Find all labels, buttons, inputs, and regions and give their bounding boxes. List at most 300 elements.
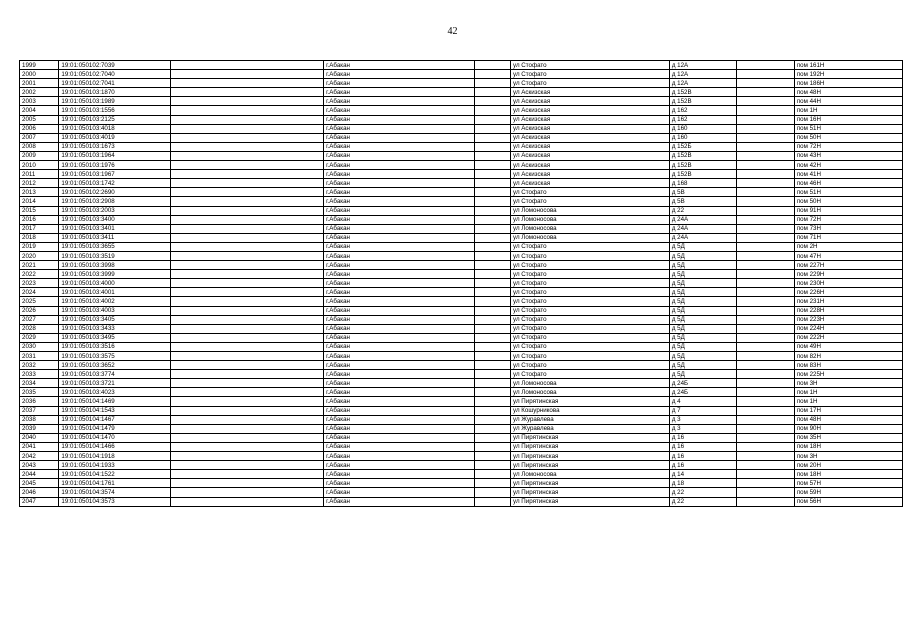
empty-cell: [170, 279, 323, 288]
table-row: [20, 224, 903, 233]
street-cell: ул Журавлева: [511, 415, 670, 424]
empty-cell: [170, 370, 323, 379]
empty-cell: [474, 315, 510, 324]
empty-cell: [474, 424, 510, 433]
cadastral-number-cell: 19:01:050103:1967: [59, 170, 171, 179]
premises-cell: пом 46Н: [794, 179, 902, 188]
row-number-cell: 2005: [20, 115, 59, 124]
empty-cell: [737, 479, 794, 488]
empty-cell: [474, 370, 510, 379]
empty-cell: [474, 488, 510, 497]
row-number-cell: 2006: [20, 124, 59, 133]
house-cell: д 5Д: [669, 251, 737, 260]
house-cell: д 5Д: [669, 324, 737, 333]
empty-cell: [474, 333, 510, 342]
cadastral-number-cell: 19:01:050104:1466: [59, 442, 171, 451]
cadastral-number-cell: 19:01:050103:3655: [59, 242, 171, 251]
house-cell: д 12А: [669, 61, 737, 70]
empty-cell: [474, 442, 510, 451]
table-row: [20, 488, 903, 497]
premises-cell: пом 229Н: [794, 270, 902, 279]
cadastral-number-cell: 19:01:050103:3495: [59, 333, 171, 342]
row-number-cell: 2003: [20, 97, 59, 106]
row-number-cell: 2041: [20, 442, 59, 451]
city-cell: г.Абакан: [324, 442, 475, 451]
table-row: [20, 233, 903, 242]
empty-cell: [737, 124, 794, 133]
cadastral-number-cell: 19:01:050104:1761: [59, 479, 171, 488]
city-cell: г.Абакан: [324, 97, 475, 106]
table-row: [20, 361, 903, 370]
street-cell: ул Стофато: [511, 61, 670, 70]
empty-cell: [170, 224, 323, 233]
street-cell: ул Аскизская: [511, 133, 670, 142]
empty-cell: [474, 452, 510, 461]
empty-cell: [474, 461, 510, 470]
row-number-cell: 2027: [20, 315, 59, 324]
cadastral-number-cell: 19:01:050103:1870: [59, 88, 171, 97]
row-number-cell: 2032: [20, 361, 59, 370]
empty-cell: [170, 424, 323, 433]
empty-cell: [170, 151, 323, 160]
empty-cell: [474, 306, 510, 315]
city-cell: г.Абакан: [324, 188, 475, 197]
empty-cell: [170, 352, 323, 361]
street-cell: ул Стофато: [511, 270, 670, 279]
row-number-cell: 2047: [20, 497, 59, 506]
house-cell: д 5Д: [669, 315, 737, 324]
premises-cell: пом 50Н: [794, 133, 902, 142]
house-cell: д 5Д: [669, 352, 737, 361]
empty-cell: [737, 88, 794, 97]
row-number-cell: 2000: [20, 70, 59, 79]
empty-cell: [474, 70, 510, 79]
cadastral-number-cell: 19:01:050103:2908: [59, 197, 171, 206]
row-number-cell: 2022: [20, 270, 59, 279]
premises-cell: пом 18Н: [794, 442, 902, 451]
row-number-cell: 2028: [20, 324, 59, 333]
row-number-cell: 2013: [20, 188, 59, 197]
empty-cell: [474, 288, 510, 297]
city-cell: г.Абакан: [324, 224, 475, 233]
empty-cell: [170, 397, 323, 406]
empty-cell: [170, 406, 323, 415]
city-cell: г.Абакан: [324, 179, 475, 188]
city-cell: г.Абакан: [324, 197, 475, 206]
row-number-cell: 2021: [20, 261, 59, 270]
city-cell: г.Абакан: [324, 315, 475, 324]
street-cell: ул Стофато: [511, 288, 670, 297]
empty-cell: [737, 497, 794, 506]
cadastral-number-cell: 19:01:050103:2003: [59, 206, 171, 215]
empty-cell: [474, 79, 510, 88]
empty-cell: [474, 406, 510, 415]
street-cell: ул Пирятинская: [511, 442, 670, 451]
table-row: [20, 133, 903, 142]
premises-cell: пом 42Н: [794, 161, 902, 170]
city-cell: г.Абакан: [324, 251, 475, 260]
table-row: [20, 124, 903, 133]
street-cell: ул Аскизская: [511, 142, 670, 151]
table-row: [20, 424, 903, 433]
premises-cell: пом 225Н: [794, 370, 902, 379]
house-cell: д 7: [669, 406, 737, 415]
cadastral-number-cell: 19:01:050103:3401: [59, 224, 171, 233]
empty-cell: [170, 197, 323, 206]
empty-cell: [170, 470, 323, 479]
empty-cell: [737, 406, 794, 415]
row-number-cell: 2034: [20, 379, 59, 388]
street-cell: ул Ломоносова: [511, 215, 670, 224]
street-cell: ул Аскизская: [511, 88, 670, 97]
street-cell: ул Стофато: [511, 188, 670, 197]
row-number-cell: 2007: [20, 133, 59, 142]
premises-cell: пом 41Н: [794, 170, 902, 179]
empty-cell: [474, 297, 510, 306]
empty-cell: [170, 179, 323, 188]
empty-cell: [737, 142, 794, 151]
premises-cell: пом 16Н: [794, 115, 902, 124]
empty-cell: [737, 488, 794, 497]
empty-cell: [170, 133, 323, 142]
city-cell: г.Абакан: [324, 433, 475, 442]
empty-cell: [737, 315, 794, 324]
cadastral-number-cell: 19:01:050103:1976: [59, 161, 171, 170]
row-number-cell: 2045: [20, 479, 59, 488]
house-cell: д 162: [669, 115, 737, 124]
city-cell: г.Абакан: [324, 424, 475, 433]
house-cell: д 22: [669, 206, 737, 215]
table-row: [20, 397, 903, 406]
cadastral-number-cell: 19:01:050103:1742: [59, 179, 171, 188]
house-cell: д 160: [669, 124, 737, 133]
premises-cell: пом 192Н: [794, 70, 902, 79]
cadastral-number-cell: 19:01:050104:3574: [59, 488, 171, 497]
house-cell: д 5Д: [669, 361, 737, 370]
empty-cell: [170, 379, 323, 388]
table-row: [20, 270, 903, 279]
table-row: [20, 324, 903, 333]
premises-cell: пом 50Н: [794, 197, 902, 206]
table-row: [20, 379, 903, 388]
empty-cell: [170, 361, 323, 370]
empty-cell: [737, 261, 794, 270]
city-cell: г.Абакан: [324, 133, 475, 142]
cadastral-number-cell: 19:01:050104:3573: [59, 497, 171, 506]
premises-cell: пом 35Н: [794, 433, 902, 442]
street-cell: ул Стофато: [511, 242, 670, 251]
row-number-cell: 2046: [20, 488, 59, 497]
city-cell: г.Абакан: [324, 379, 475, 388]
row-number-cell: 2036: [20, 397, 59, 406]
premises-cell: пом 73Н: [794, 224, 902, 233]
street-cell: ул Пирятинская: [511, 479, 670, 488]
house-cell: д 24А: [669, 233, 737, 242]
empty-cell: [737, 251, 794, 260]
row-number-cell: 2023: [20, 279, 59, 288]
city-cell: г.Абакан: [324, 88, 475, 97]
premises-cell: пом 44Н: [794, 97, 902, 106]
empty-cell: [170, 88, 323, 97]
empty-cell: [737, 433, 794, 442]
row-number-cell: 2042: [20, 452, 59, 461]
table-row: [20, 306, 903, 315]
empty-cell: [474, 361, 510, 370]
house-cell: д 5Д: [669, 261, 737, 270]
cadastral-number-cell: 19:01:050103:4000: [59, 279, 171, 288]
house-cell: д 152В: [669, 151, 737, 160]
house-cell: д 18: [669, 479, 737, 488]
row-number-cell: 2029: [20, 333, 59, 342]
street-cell: ул Стофато: [511, 352, 670, 361]
premises-cell: пом 90Н: [794, 424, 902, 433]
house-cell: д 5Д: [669, 242, 737, 251]
empty-cell: [170, 79, 323, 88]
premises-cell: пом 231Н: [794, 297, 902, 306]
empty-cell: [737, 151, 794, 160]
row-number-cell: 2038: [20, 415, 59, 424]
premises-cell: пом 17Н: [794, 406, 902, 415]
city-cell: г.Абакан: [324, 415, 475, 424]
cadastral-number-cell: 19:01:050103:4018: [59, 124, 171, 133]
street-cell: ул Стофато: [511, 79, 670, 88]
empty-cell: [170, 315, 323, 324]
city-cell: г.Абакан: [324, 70, 475, 79]
empty-cell: [737, 61, 794, 70]
empty-cell: [474, 233, 510, 242]
table-row: [20, 279, 903, 288]
empty-cell: [737, 461, 794, 470]
city-cell: г.Абакан: [324, 61, 475, 70]
cadastral-number-cell: 19:01:050104:1479: [59, 424, 171, 433]
table-row: [20, 251, 903, 260]
table-row: [20, 433, 903, 442]
table-row: [20, 188, 903, 197]
house-cell: д 24Б: [669, 388, 737, 397]
empty-cell: [737, 106, 794, 115]
cadastral-number-cell: 19:01:050104:1469: [59, 397, 171, 406]
empty-cell: [170, 288, 323, 297]
empty-cell: [170, 251, 323, 260]
city-cell: г.Абакан: [324, 106, 475, 115]
empty-cell: [170, 452, 323, 461]
house-cell: д 3: [669, 415, 737, 424]
city-cell: г.Абакан: [324, 161, 475, 170]
row-number-cell: 2026: [20, 306, 59, 315]
house-cell: д 5Д: [669, 288, 737, 297]
street-cell: ул Аскизская: [511, 124, 670, 133]
premises-cell: пом 186Н: [794, 79, 902, 88]
empty-cell: [474, 161, 510, 170]
street-cell: ул Стофато: [511, 333, 670, 342]
city-cell: г.Абакан: [324, 233, 475, 242]
empty-cell: [737, 379, 794, 388]
row-number-cell: 2024: [20, 288, 59, 297]
empty-cell: [170, 388, 323, 397]
cadastral-number-cell: 19:01:050104:1543: [59, 406, 171, 415]
table-row: [20, 297, 903, 306]
empty-cell: [737, 288, 794, 297]
street-cell: ул Ломоносова: [511, 233, 670, 242]
registry-table: [19, 60, 903, 507]
table-row: [20, 497, 903, 506]
row-number-cell: 2043: [20, 461, 59, 470]
city-cell: г.Абакан: [324, 479, 475, 488]
cadastral-number-cell: 19:01:050103:3433: [59, 324, 171, 333]
street-cell: ул Стофато: [511, 261, 670, 270]
house-cell: д 24А: [669, 215, 737, 224]
cadastral-number-cell: 19:01:050103:3411: [59, 233, 171, 242]
empty-cell: [170, 124, 323, 133]
empty-cell: [170, 161, 323, 170]
house-cell: д 5Д: [669, 333, 737, 342]
row-number-cell: 2018: [20, 233, 59, 242]
city-cell: г.Абакан: [324, 406, 475, 415]
page-number: 42: [447, 26, 458, 37]
street-cell: ул Ломоносова: [511, 388, 670, 397]
cadastral-number-cell: 19:01:050103:1989: [59, 97, 171, 106]
premises-cell: пом 57Н: [794, 479, 902, 488]
city-cell: г.Абакан: [324, 361, 475, 370]
empty-cell: [474, 197, 510, 206]
empty-cell: [474, 397, 510, 406]
street-cell: ул Стофато: [511, 197, 670, 206]
house-cell: д 16: [669, 442, 737, 451]
empty-cell: [474, 379, 510, 388]
empty-cell: [170, 479, 323, 488]
row-number-cell: 1999: [20, 61, 59, 70]
premises-cell: пом 43Н: [794, 151, 902, 160]
row-number-cell: 2033: [20, 370, 59, 379]
city-cell: г.Абакан: [324, 206, 475, 215]
empty-cell: [474, 215, 510, 224]
empty-cell: [170, 461, 323, 470]
premises-cell: пом 49Н: [794, 342, 902, 351]
house-cell: д 5В: [669, 188, 737, 197]
house-cell: д 152Б: [669, 142, 737, 151]
table-row: [20, 342, 903, 351]
row-number-cell: 2009: [20, 151, 59, 160]
street-cell: ул Пирятинская: [511, 461, 670, 470]
premises-cell: пом 51Н: [794, 188, 902, 197]
city-cell: г.Абакан: [324, 115, 475, 124]
premises-cell: пом 1Н: [794, 397, 902, 406]
street-cell: ул Стофато: [511, 279, 670, 288]
cadastral-number-cell: 19:01:050103:4019: [59, 133, 171, 142]
house-cell: д 4: [669, 397, 737, 406]
table-row: [20, 197, 903, 206]
house-cell: д 14: [669, 470, 737, 479]
cadastral-number-cell: 19:01:050104:1467: [59, 415, 171, 424]
empty-cell: [474, 133, 510, 142]
empty-cell: [170, 433, 323, 442]
house-cell: д 152В: [669, 97, 737, 106]
city-cell: г.Абакан: [324, 388, 475, 397]
empty-cell: [474, 342, 510, 351]
house-cell: д 16: [669, 461, 737, 470]
table-row: [20, 215, 903, 224]
premises-cell: пом 48Н: [794, 415, 902, 424]
table-row: [20, 206, 903, 215]
table-row: [20, 333, 903, 342]
premises-cell: пом 161Н: [794, 61, 902, 70]
cadastral-number-cell: 19:01:050103:3998: [59, 261, 171, 270]
premises-cell: пом 223Н: [794, 315, 902, 324]
cadastral-number-cell: 19:01:050103:3400: [59, 215, 171, 224]
cadastral-number-cell: 19:01:050103:4023: [59, 388, 171, 397]
city-cell: г.Абакан: [324, 352, 475, 361]
street-cell: ул Стофато: [511, 324, 670, 333]
city-cell: г.Абакан: [324, 142, 475, 151]
premises-cell: пом 227Н: [794, 261, 902, 270]
empty-cell: [474, 179, 510, 188]
row-number-cell: 2031: [20, 352, 59, 361]
cadastral-number-cell: 19:01:050103:4002: [59, 297, 171, 306]
street-cell: ул Пирятинская: [511, 497, 670, 506]
cadastral-number-cell: 19:01:050102:7040: [59, 70, 171, 79]
cadastral-number-cell: 19:01:050103:1964: [59, 151, 171, 160]
row-number-cell: 2037: [20, 406, 59, 415]
empty-cell: [170, 233, 323, 242]
cadastral-number-cell: 19:01:050104:1918: [59, 452, 171, 461]
row-number-cell: 2016: [20, 215, 59, 224]
city-cell: г.Абакан: [324, 342, 475, 351]
empty-cell: [737, 79, 794, 88]
empty-cell: [474, 242, 510, 251]
city-cell: г.Абакан: [324, 461, 475, 470]
cadastral-number-cell: 19:01:050104:1522: [59, 470, 171, 479]
street-cell: ул Пирятинская: [511, 433, 670, 442]
house-cell: д 5Д: [669, 279, 737, 288]
row-number-cell: 2039: [20, 424, 59, 433]
row-number-cell: 2011: [20, 170, 59, 179]
row-number-cell: 2008: [20, 142, 59, 151]
street-cell: ул Аскизская: [511, 161, 670, 170]
city-cell: г.Абакан: [324, 333, 475, 342]
street-cell: ул Журавлева: [511, 424, 670, 433]
empty-cell: [474, 497, 510, 506]
cadastral-number-cell: 19:01:050102:2690: [59, 188, 171, 197]
empty-cell: [737, 370, 794, 379]
premises-cell: пом 71Н: [794, 233, 902, 242]
empty-cell: [170, 142, 323, 151]
premises-cell: пом 1Н: [794, 388, 902, 397]
city-cell: г.Абакан: [324, 306, 475, 315]
cadastral-number-cell: 19:01:050103:3575: [59, 352, 171, 361]
premises-cell: пом 91Н: [794, 206, 902, 215]
row-number-cell: 2044: [20, 470, 59, 479]
premises-cell: пом 51Н: [794, 124, 902, 133]
empty-cell: [170, 106, 323, 115]
row-number-cell: 2002: [20, 88, 59, 97]
empty-cell: [170, 97, 323, 106]
premises-cell: пом 228Н: [794, 306, 902, 315]
registry-table-body: [20, 61, 903, 507]
empty-cell: [170, 306, 323, 315]
table-row: [20, 88, 903, 97]
empty-cell: [737, 333, 794, 342]
street-cell: ул Стофато: [511, 297, 670, 306]
empty-cell: [737, 297, 794, 306]
table-row: [20, 115, 903, 124]
empty-cell: [474, 170, 510, 179]
empty-cell: [170, 188, 323, 197]
empty-cell: [474, 142, 510, 151]
cadastral-number-cell: 19:01:050103:3405: [59, 315, 171, 324]
table-row: [20, 452, 903, 461]
cadastral-number-cell: 19:01:050103:3519: [59, 251, 171, 260]
premises-cell: пом 1Н: [794, 106, 902, 115]
